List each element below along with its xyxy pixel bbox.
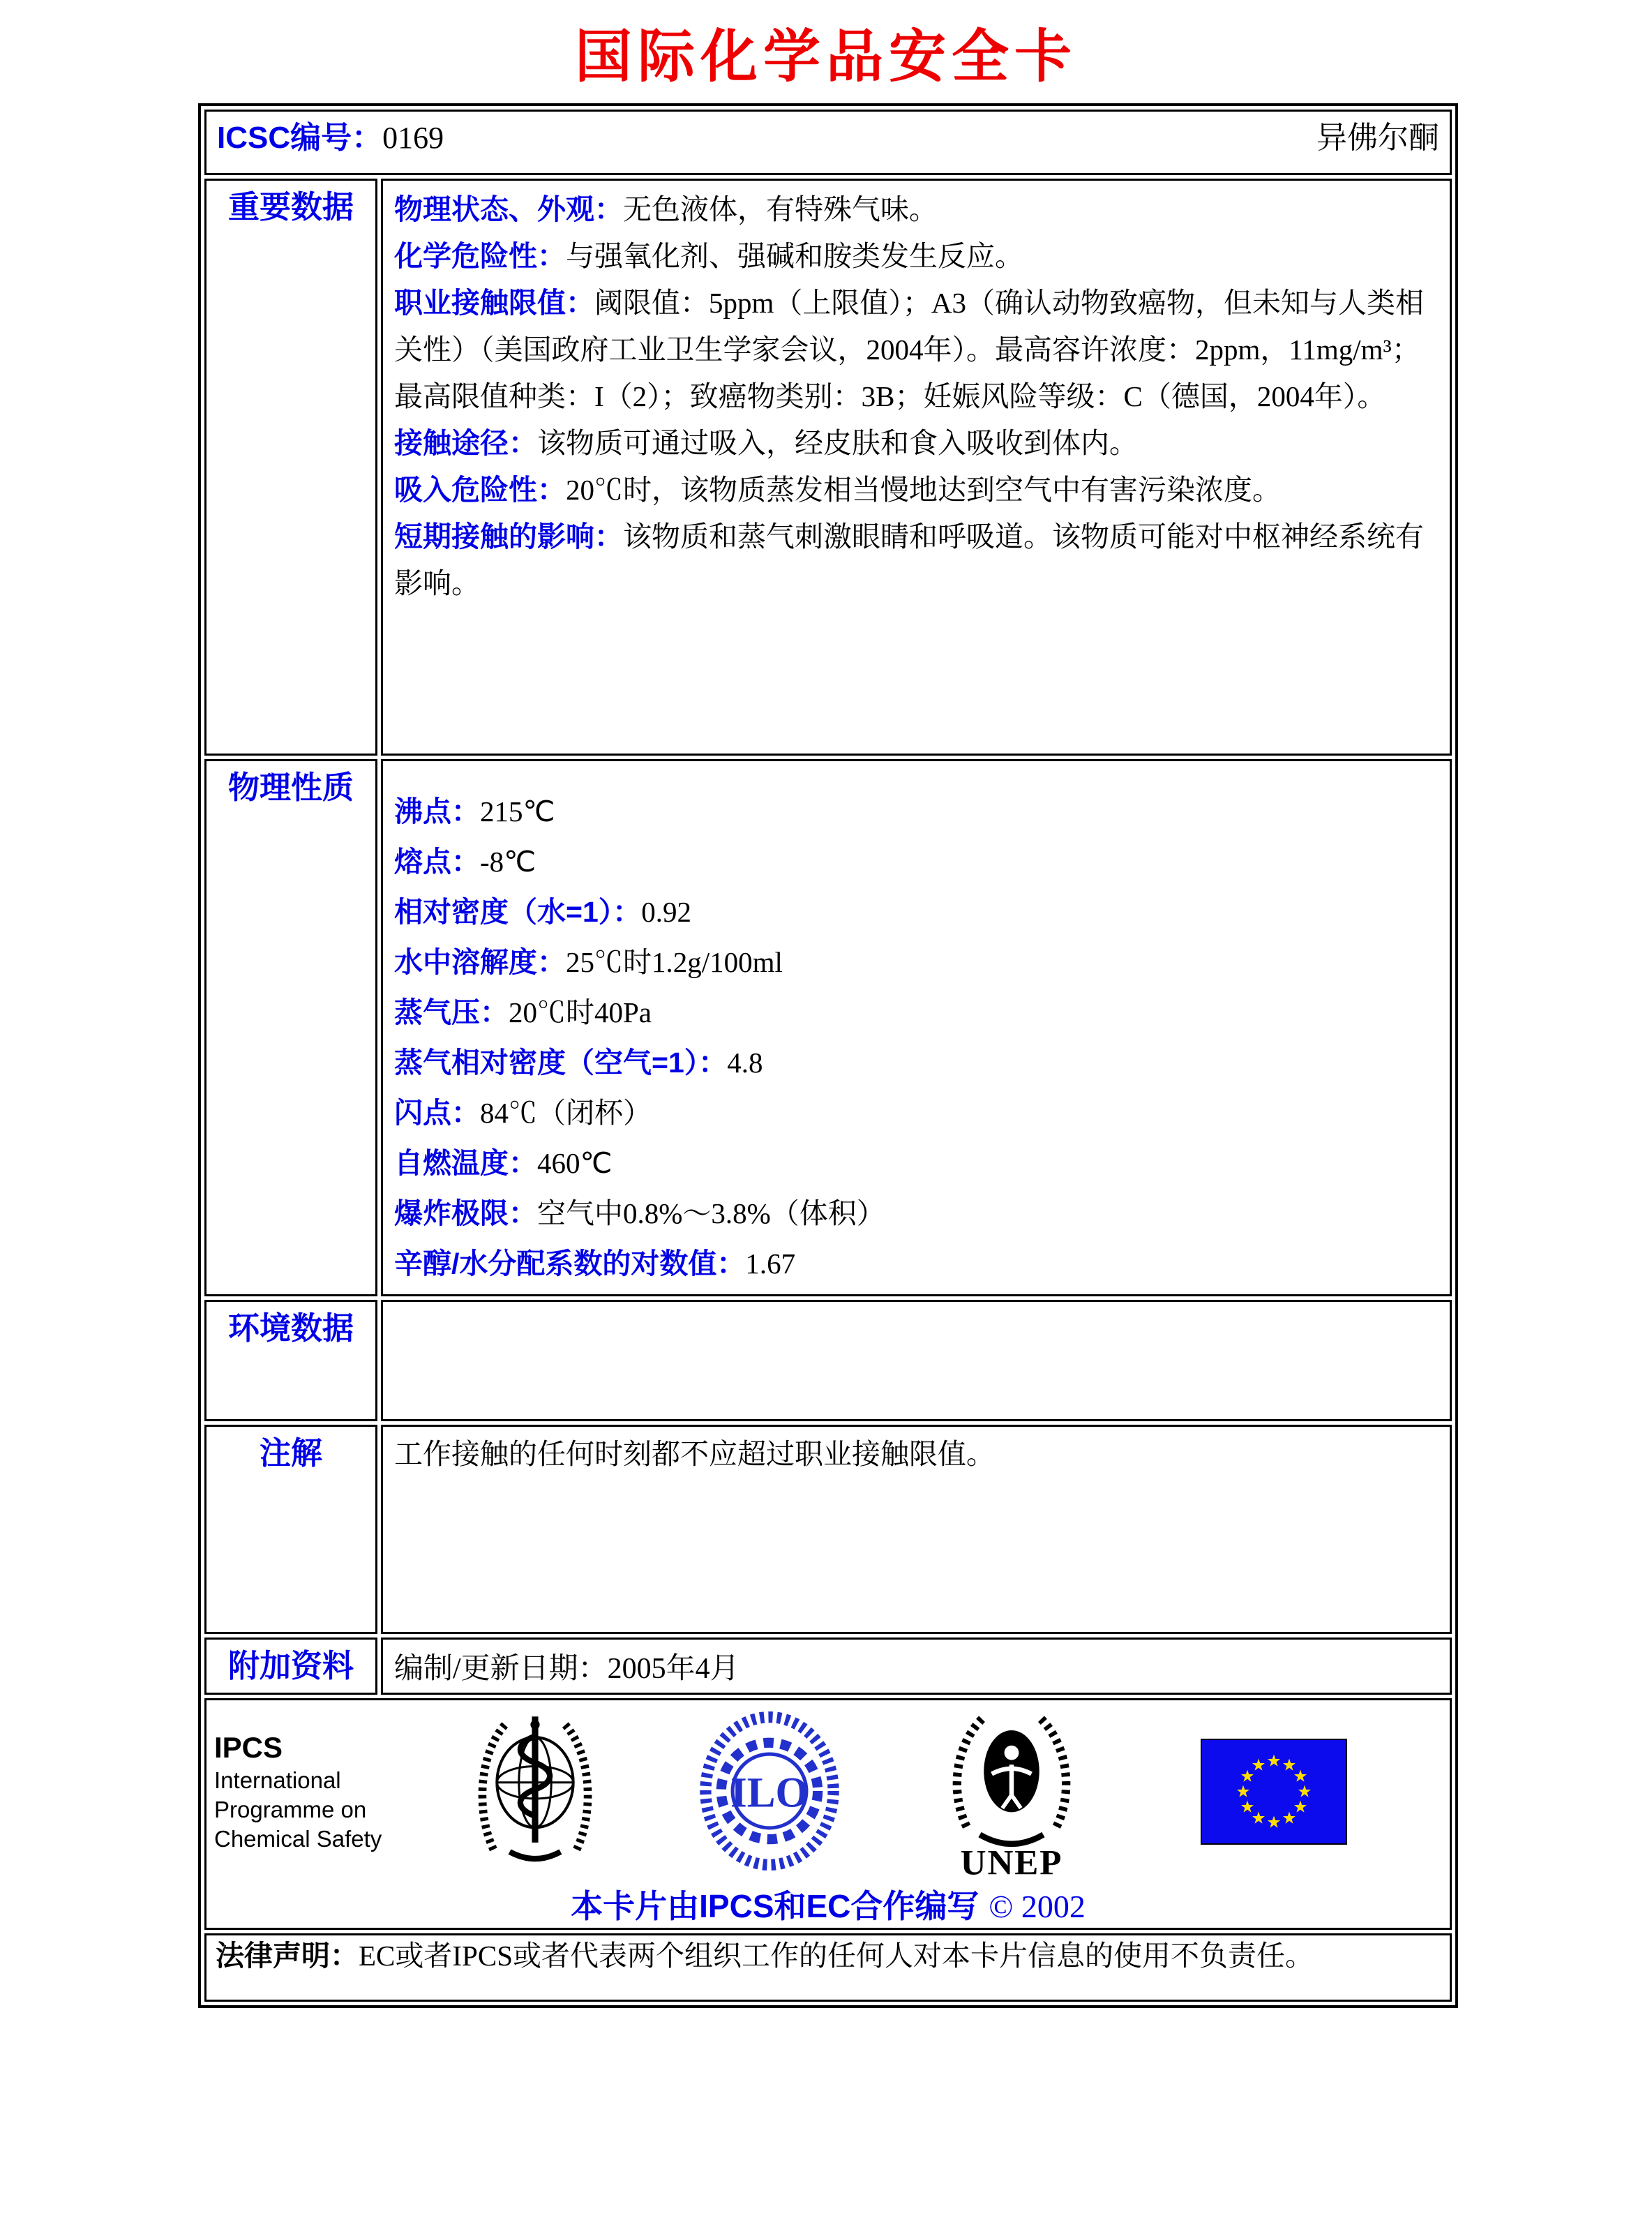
important-data-content (381, 179, 1452, 756)
property-line (394, 887, 1439, 937)
notes-row-label: 注解 (204, 1425, 377, 1634)
property-text: 0.92 (641, 896, 691, 928)
property-label: 蒸气相对密度（空气=1）： (394, 1047, 728, 1079)
section-physical-properties (204, 759, 1452, 1296)
property-text: 无色液体，有特殊气味。 (623, 193, 938, 225)
section-additional-info (204, 1638, 1452, 1695)
icsc-card-table (198, 103, 1458, 2008)
card-header (207, 112, 1449, 157)
icsc-number-group (217, 112, 444, 157)
header-row (204, 110, 1452, 175)
important-data-row-label: 重要数据 (204, 179, 377, 756)
property-label: 闪点： (394, 1097, 480, 1129)
section-environmental-data (204, 1300, 1452, 1421)
property-line (394, 937, 1439, 987)
footer-row (204, 1698, 1452, 1930)
svg-text:UNEP: UNEP (960, 1843, 1063, 1878)
property-line (394, 280, 1439, 420)
property-text: 阈限值：5ppm（上限值）；A3（确认动物致癌物，但未知与人类相关性）（美国政府工业卫生学家会议，2004年）。最高容许浓度：2ppm，11mg/m³；最高限值种类：I（2）；致癌物类别：3B；妊娠风险等级：C（德国，2004年）。 (394, 287, 1424, 412)
legal-label: 法律声明： (216, 1940, 359, 1972)
physical-properties-content (381, 759, 1452, 1296)
property-line (394, 1037, 1439, 1088)
property-label: 水中溶解度： (394, 946, 566, 978)
section-notes (204, 1425, 1452, 1634)
icsc-number-label: ICSC编号： (217, 121, 383, 155)
property-line (394, 420, 1439, 467)
page-title: 国际化学品安全卡 (574, 23, 1077, 90)
ipcs-subtitle-line: Chemical Safety (214, 1826, 382, 1852)
property-label: 职业接触限值： (394, 287, 594, 319)
additional-info-text: 编制/更新日期：2005年4月 (394, 1653, 739, 1685)
property-text: 空气中0.8%～3.8%（体积） (537, 1197, 885, 1229)
property-label: 接触途径： (394, 427, 537, 459)
property-text: 84℃（闭杯） (480, 1097, 652, 1129)
section-important-data (204, 179, 1452, 756)
credit-text: 本卡片由IPCS和EC合作编写 (571, 1888, 979, 1924)
property-line (394, 186, 1439, 233)
property-text: 25℃时1.2g/100ml (566, 946, 783, 978)
svg-text:ILO: ILO (730, 1769, 809, 1817)
property-label: 沸点： (394, 795, 480, 827)
property-label: 短期接触的影响： (394, 520, 623, 553)
property-text: 1.67 (745, 1247, 796, 1280)
property-label: 蒸气压： (394, 996, 509, 1028)
physical-properties-row-label: 物理性质 (204, 759, 377, 1296)
property-line (394, 1238, 1439, 1289)
property-text: 20℃时，该物质蒸发相当慢地达到空气中有害污染浓度。 (566, 474, 1281, 506)
property-label: 爆炸极限： (394, 1197, 537, 1229)
property-line (394, 514, 1439, 607)
property-label: 吸入危险性： (394, 474, 566, 506)
property-label: 相对密度（水=1）： (394, 896, 642, 928)
legal-row (204, 1933, 1452, 2002)
property-line (394, 786, 1439, 837)
notes-text: 工作接触的任何时刻都不应超过职业接触限值。 (394, 1438, 995, 1470)
copyright-text: © 2002 (989, 1889, 1086, 1924)
property-line (394, 1138, 1439, 1188)
environmental-data-content (381, 1300, 1452, 1421)
ipcs-subtitle-line: International (214, 1767, 341, 1793)
property-label: 熔点： (394, 846, 480, 878)
property-text: 与强氧化剂、强碱和胺类发生反应。 (566, 240, 1023, 272)
logo-row (207, 1701, 1449, 1878)
property-label: 辛醇/水分配系数的对数值： (394, 1247, 746, 1280)
property-text: -8℃ (480, 846, 536, 878)
ilo-logo-icon (698, 1711, 841, 1872)
footer (207, 1701, 1449, 1927)
additional-info-row-label: 附加资料 (204, 1638, 377, 1695)
property-text: 该物质可通过吸入，经皮肤和食入吸收到体内。 (537, 427, 1138, 459)
property-line (394, 837, 1439, 887)
property-line (394, 987, 1439, 1037)
property-label: 自燃温度： (394, 1147, 537, 1179)
property-line (394, 1088, 1439, 1138)
property-line (394, 233, 1439, 280)
environmental-data-row-label: 环境数据 (204, 1300, 377, 1421)
credit-line (207, 1881, 1449, 1927)
property-label: 化学危险性： (394, 240, 566, 272)
property-text: 20℃时40Pa (509, 996, 652, 1028)
property-line (394, 467, 1439, 514)
unep-logo-icon (945, 1705, 1078, 1878)
ipcs-subtitle-line: Programme on (214, 1797, 367, 1822)
ipcs-block (214, 1730, 404, 1854)
eu-flag-icon (1201, 1739, 1347, 1845)
property-text: 4.8 (727, 1047, 763, 1079)
legal-text: EC或者IPCS或者代表两个组织工作的任何人对本卡片信息的使用不负责任。 (359, 1940, 1314, 1972)
property-label: 物理状态、外观： (394, 193, 623, 225)
ipcs-title: IPCS (214, 1731, 283, 1764)
chemical-name: 异佛尔酮 (1316, 121, 1439, 155)
property-text: 215℃ (480, 795, 555, 827)
legal-notice (207, 1936, 1449, 1975)
property-line (394, 1188, 1439, 1238)
property-text: 该物质和蒸气刺激眼睛和呼吸道。该物质可能对中枢神经系统有影响。 (394, 520, 1424, 599)
who-logo-icon (476, 1711, 594, 1873)
property-text: 460℃ (537, 1147, 613, 1179)
icsc-number-value: 0169 (382, 121, 444, 155)
